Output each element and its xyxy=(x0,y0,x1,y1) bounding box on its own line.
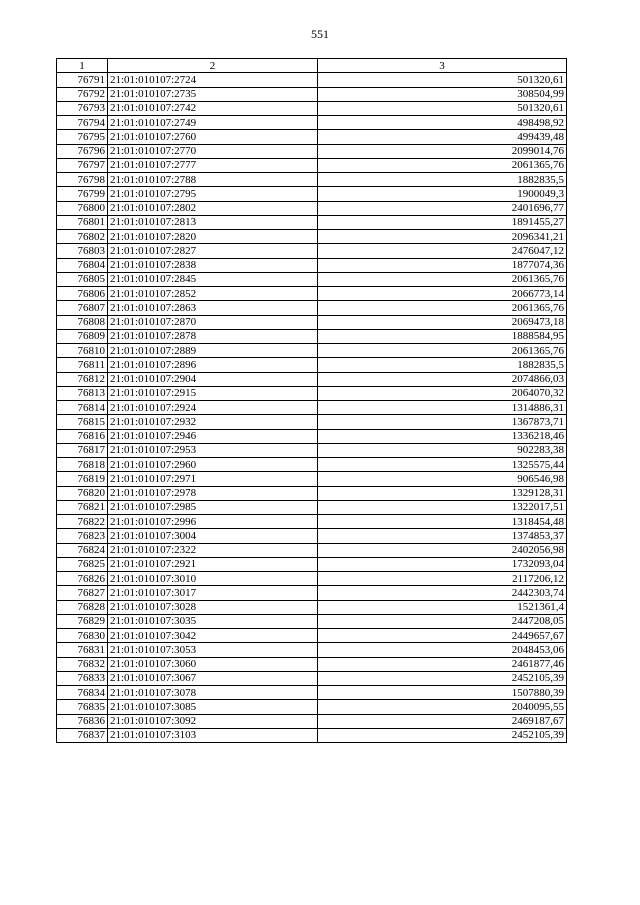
value-cell: 1877074,36 xyxy=(318,258,567,272)
row-number-cell: 76804 xyxy=(57,258,108,272)
row-number-cell: 76815 xyxy=(57,415,108,429)
table-row xyxy=(57,586,567,600)
table-row xyxy=(57,671,567,685)
value-cell: 2061365,76 xyxy=(318,344,567,358)
cadastral-number-cell: 21:01:010107:2953 xyxy=(108,443,318,457)
column-header: 3 xyxy=(318,59,567,73)
cadastral-number-cell: 21:01:010107:2770 xyxy=(108,144,318,158)
row-number-cell: 76793 xyxy=(57,101,108,115)
table-row xyxy=(57,443,567,457)
row-number-cell: 76822 xyxy=(57,515,108,529)
table-header-row xyxy=(57,59,567,73)
value-cell: 2069473,18 xyxy=(318,315,567,329)
cadastral-number-cell: 21:01:010107:3092 xyxy=(108,714,318,728)
table-body xyxy=(57,59,567,743)
table-row xyxy=(57,728,567,742)
row-number-cell: 76813 xyxy=(57,386,108,400)
table-row xyxy=(57,87,567,101)
cadastral-number-cell: 21:01:010107:2896 xyxy=(108,358,318,372)
row-number-cell: 76799 xyxy=(57,187,108,201)
table-row xyxy=(57,600,567,614)
cadastral-number-cell: 21:01:010107:2971 xyxy=(108,472,318,486)
cadastral-number-cell: 21:01:010107:2813 xyxy=(108,215,318,229)
cadastral-number-cell: 21:01:010107:2889 xyxy=(108,344,318,358)
table-row xyxy=(57,344,567,358)
row-number-cell: 76807 xyxy=(57,301,108,315)
row-number-cell: 76798 xyxy=(57,173,108,187)
value-cell: 2117206,12 xyxy=(318,572,567,586)
value-cell: 308504,99 xyxy=(318,87,567,101)
value-cell: 2064070,32 xyxy=(318,386,567,400)
value-cell: 1314886,31 xyxy=(318,401,567,415)
row-number-cell: 76828 xyxy=(57,600,108,614)
row-number-cell: 76794 xyxy=(57,116,108,130)
table-row xyxy=(57,700,567,714)
table-row xyxy=(57,201,567,215)
row-number-cell: 76830 xyxy=(57,629,108,643)
value-cell: 501320,61 xyxy=(318,101,567,115)
table-row xyxy=(57,116,567,130)
table-row xyxy=(57,557,567,571)
value-cell: 2447208,05 xyxy=(318,614,567,628)
value-cell: 2099014,76 xyxy=(318,144,567,158)
table-row xyxy=(57,657,567,671)
cadastral-number-cell: 21:01:010107:3053 xyxy=(108,643,318,657)
table-row xyxy=(57,472,567,486)
value-cell: 906546,98 xyxy=(318,472,567,486)
cadastral-number-cell: 21:01:010107:3004 xyxy=(108,529,318,543)
table-row xyxy=(57,272,567,286)
row-number-cell: 76805 xyxy=(57,272,108,286)
table-row xyxy=(57,258,567,272)
row-number-cell: 76792 xyxy=(57,87,108,101)
row-number-cell: 76810 xyxy=(57,344,108,358)
row-number-cell: 76827 xyxy=(57,586,108,600)
cadastral-number-cell: 21:01:010107:2735 xyxy=(108,87,318,101)
table-row xyxy=(57,543,567,557)
table-row xyxy=(57,173,567,187)
cadastral-number-cell: 21:01:010107:2838 xyxy=(108,258,318,272)
value-cell: 1888584,95 xyxy=(318,329,567,343)
cadastral-number-cell: 21:01:010107:3017 xyxy=(108,586,318,600)
table-row xyxy=(57,643,567,657)
value-cell: 2469187,67 xyxy=(318,714,567,728)
cadastral-number-cell: 21:01:010107:2322 xyxy=(108,543,318,557)
table-row xyxy=(57,515,567,529)
value-cell: 2401696,77 xyxy=(318,201,567,215)
value-cell: 2442303,74 xyxy=(318,586,567,600)
table-row xyxy=(57,486,567,500)
table-row xyxy=(57,614,567,628)
value-cell: 2452105,39 xyxy=(318,728,567,742)
column-header: 2 xyxy=(108,59,318,73)
value-cell: 1374853,37 xyxy=(318,529,567,543)
row-number-cell: 76821 xyxy=(57,500,108,514)
cadastral-number-cell: 21:01:010107:3028 xyxy=(108,600,318,614)
cadastral-number-cell: 21:01:010107:3103 xyxy=(108,728,318,742)
column-header: 1 xyxy=(57,59,108,73)
cadastral-number-cell: 21:01:010107:2749 xyxy=(108,116,318,130)
table-row xyxy=(57,429,567,443)
row-number-cell: 76832 xyxy=(57,657,108,671)
row-number-cell: 76834 xyxy=(57,686,108,700)
cadastral-number-cell: 21:01:010107:2978 xyxy=(108,486,318,500)
row-number-cell: 76817 xyxy=(57,443,108,457)
table-row xyxy=(57,358,567,372)
cadastral-number-cell: 21:01:010107:2904 xyxy=(108,372,318,386)
value-cell: 2452105,39 xyxy=(318,671,567,685)
value-cell: 2048453,06 xyxy=(318,643,567,657)
row-number-cell: 76801 xyxy=(57,215,108,229)
row-number-cell: 76836 xyxy=(57,714,108,728)
cadastral-number-cell: 21:01:010107:3060 xyxy=(108,657,318,671)
table-row xyxy=(57,572,567,586)
value-cell: 2096341,21 xyxy=(318,230,567,244)
cadastral-number-cell: 21:01:010107:2878 xyxy=(108,329,318,343)
value-cell: 2061365,76 xyxy=(318,272,567,286)
cadastral-number-cell: 21:01:010107:2915 xyxy=(108,386,318,400)
value-cell: 1329128,31 xyxy=(318,486,567,500)
cadastral-number-cell: 21:01:010107:3035 xyxy=(108,614,318,628)
value-cell: 1521361,4 xyxy=(318,600,567,614)
cadastral-number-cell: 21:01:010107:3042 xyxy=(108,629,318,643)
table-row xyxy=(57,130,567,144)
row-number-cell: 76814 xyxy=(57,401,108,415)
cadastral-number-cell: 21:01:010107:3085 xyxy=(108,700,318,714)
row-number-cell: 76806 xyxy=(57,287,108,301)
row-number-cell: 76808 xyxy=(57,315,108,329)
cadastral-number-cell: 21:01:010107:2760 xyxy=(108,130,318,144)
table-row xyxy=(57,401,567,415)
row-number-cell: 76820 xyxy=(57,486,108,500)
row-number-cell: 76797 xyxy=(57,158,108,172)
value-cell: 2066773,14 xyxy=(318,287,567,301)
table-row xyxy=(57,629,567,643)
row-number-cell: 76826 xyxy=(57,572,108,586)
value-cell: 1900049,3 xyxy=(318,187,567,201)
row-number-cell: 76802 xyxy=(57,230,108,244)
cadastral-number-cell: 21:01:010107:2924 xyxy=(108,401,318,415)
cadastral-number-cell: 21:01:010107:2852 xyxy=(108,287,318,301)
value-cell: 1336218,46 xyxy=(318,429,567,443)
cadastral-number-cell: 21:01:010107:2742 xyxy=(108,101,318,115)
value-cell: 902283,38 xyxy=(318,443,567,457)
value-cell: 499439,48 xyxy=(318,130,567,144)
value-cell: 1367873,71 xyxy=(318,415,567,429)
cadastral-number-cell: 21:01:010107:2960 xyxy=(108,458,318,472)
table-row xyxy=(57,287,567,301)
row-number-cell: 76833 xyxy=(57,671,108,685)
row-number-cell: 76800 xyxy=(57,201,108,215)
row-number-cell: 76825 xyxy=(57,557,108,571)
cadastral-number-cell: 21:01:010107:2870 xyxy=(108,315,318,329)
cadastral-number-cell: 21:01:010107:2788 xyxy=(108,173,318,187)
cadastral-number-cell: 21:01:010107:2724 xyxy=(108,73,318,87)
page-number: 551 xyxy=(311,27,329,41)
value-cell: 1891455,27 xyxy=(318,215,567,229)
row-number-cell: 76816 xyxy=(57,429,108,443)
table-row xyxy=(57,500,567,514)
table-row xyxy=(57,329,567,343)
row-number-cell: 76818 xyxy=(57,458,108,472)
table-row xyxy=(57,529,567,543)
cadastral-number-cell: 21:01:010107:2921 xyxy=(108,557,318,571)
table-row xyxy=(57,458,567,472)
table-row xyxy=(57,101,567,115)
row-number-cell: 76809 xyxy=(57,329,108,343)
value-cell: 2074866,03 xyxy=(318,372,567,386)
value-cell: 2461877,46 xyxy=(318,657,567,671)
cadastral-number-cell: 21:01:010107:2946 xyxy=(108,429,318,443)
cadastral-number-cell: 21:01:010107:3078 xyxy=(108,686,318,700)
value-cell: 2449657,67 xyxy=(318,629,567,643)
table-row xyxy=(57,230,567,244)
cadastral-number-cell: 21:01:010107:3010 xyxy=(108,572,318,586)
table-row xyxy=(57,714,567,728)
table-row xyxy=(57,415,567,429)
row-number-cell: 76812 xyxy=(57,372,108,386)
table-row xyxy=(57,386,567,400)
data-table xyxy=(56,58,567,743)
row-number-cell: 76795 xyxy=(57,130,108,144)
table-row xyxy=(57,144,567,158)
row-number-cell: 76835 xyxy=(57,700,108,714)
table-row xyxy=(57,686,567,700)
cadastral-number-cell: 21:01:010107:2795 xyxy=(108,187,318,201)
row-number-cell: 76803 xyxy=(57,244,108,258)
table-row xyxy=(57,158,567,172)
row-number-cell: 76831 xyxy=(57,643,108,657)
value-cell: 2476047,12 xyxy=(318,244,567,258)
cadastral-number-cell: 21:01:010107:2827 xyxy=(108,244,318,258)
table-row xyxy=(57,73,567,87)
cadastral-number-cell: 21:01:010107:2777 xyxy=(108,158,318,172)
value-cell: 1882835,5 xyxy=(318,358,567,372)
row-number-cell: 76791 xyxy=(57,73,108,87)
row-number-cell: 76811 xyxy=(57,358,108,372)
table-row xyxy=(57,187,567,201)
cadastral-number-cell: 21:01:010107:2845 xyxy=(108,272,318,286)
value-cell: 2402056,98 xyxy=(318,543,567,557)
cadastral-number-cell: 21:01:010107:2932 xyxy=(108,415,318,429)
value-cell: 1318454,48 xyxy=(318,515,567,529)
value-cell: 1882835,5 xyxy=(318,173,567,187)
row-number-cell: 76824 xyxy=(57,543,108,557)
table-row xyxy=(57,215,567,229)
value-cell: 1732093,04 xyxy=(318,557,567,571)
row-number-cell: 76796 xyxy=(57,144,108,158)
cadastral-number-cell: 21:01:010107:3067 xyxy=(108,671,318,685)
table-row xyxy=(57,372,567,386)
value-cell: 1322017,51 xyxy=(318,500,567,514)
row-number-cell: 76829 xyxy=(57,614,108,628)
row-number-cell: 76837 xyxy=(57,728,108,742)
cadastral-number-cell: 21:01:010107:2820 xyxy=(108,230,318,244)
value-cell: 501320,61 xyxy=(318,73,567,87)
cadastral-number-cell: 21:01:010107:2996 xyxy=(108,515,318,529)
cadastral-number-cell: 21:01:010107:2802 xyxy=(108,201,318,215)
value-cell: 2061365,76 xyxy=(318,301,567,315)
row-number-cell: 76819 xyxy=(57,472,108,486)
value-cell: 498498,92 xyxy=(318,116,567,130)
value-cell: 1507880,39 xyxy=(318,686,567,700)
cadastral-number-cell: 21:01:010107:2863 xyxy=(108,301,318,315)
value-cell: 2061365,76 xyxy=(318,158,567,172)
value-cell: 2040095,55 xyxy=(318,700,567,714)
value-cell: 1325575,44 xyxy=(318,458,567,472)
table-row xyxy=(57,301,567,315)
row-number-cell: 76823 xyxy=(57,529,108,543)
cadastral-number-cell: 21:01:010107:2985 xyxy=(108,500,318,514)
table-row xyxy=(57,244,567,258)
table-row xyxy=(57,315,567,329)
